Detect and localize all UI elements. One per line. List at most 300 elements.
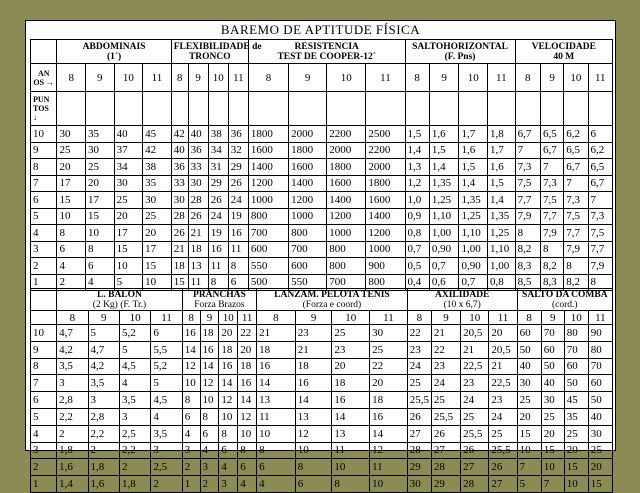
score-cell: 14 <box>295 392 332 409</box>
score-cell: 34 <box>114 159 143 176</box>
score-cell: 40 <box>114 126 143 143</box>
score-cell: 8 <box>564 258 588 275</box>
score-cell: 10 <box>517 442 541 459</box>
score-cell: 26 <box>407 408 431 425</box>
score-cell: 3,5 <box>151 425 182 442</box>
score-cell: 22 <box>238 325 257 342</box>
score-cell: 2,8 <box>88 408 119 425</box>
score-cell: 7 <box>540 159 563 176</box>
score-cell: 2200 <box>366 142 405 159</box>
score-cell: 3 <box>219 476 238 493</box>
score-cell: 600 <box>248 241 288 258</box>
top-age-cell: 9 <box>429 64 459 92</box>
score-cell: 30 <box>517 375 541 392</box>
score-cell: 1200 <box>289 192 327 209</box>
score-cell: 6,7 <box>588 175 612 192</box>
score-cell: 800 <box>327 258 366 275</box>
score-cell: 12 <box>200 375 219 392</box>
score-cell: 22,5 <box>461 358 489 375</box>
score-cell: 700 <box>289 241 327 258</box>
score-cell: 20 <box>489 325 517 342</box>
score-row <box>31 142 613 159</box>
score-cell: 3,5 <box>88 375 119 392</box>
score-cell: 28 <box>188 192 208 209</box>
score-cell: 15 <box>143 258 172 275</box>
score-cell: 10 <box>86 225 115 242</box>
score-cell: 14 <box>332 408 370 425</box>
score-row <box>31 175 613 192</box>
points-cell: 5 <box>31 408 57 425</box>
score-cell: 1200 <box>248 175 288 192</box>
score-cell: 18 <box>188 241 208 258</box>
score-cell: 17 <box>86 192 115 209</box>
top-points-label-row <box>31 92 613 126</box>
bottom-age-cell: 9 <box>431 311 460 325</box>
score-cell: 29 <box>407 459 431 476</box>
points-cell: 1 <box>31 274 57 291</box>
score-cell: 15 <box>517 425 541 442</box>
score-cell: 8 <box>332 476 370 493</box>
empty-cell <box>228 92 248 126</box>
score-cell: 7,5 <box>515 175 540 192</box>
score-cell: 16 <box>370 408 408 425</box>
score-cell: 50 <box>517 341 541 358</box>
score-cell: 1600 <box>327 175 366 192</box>
bottom-age-cell: 11 <box>370 311 408 325</box>
score-cell: 8 <box>200 408 219 425</box>
score-cell: 8 <box>515 225 540 242</box>
score-cell: 3 <box>151 442 182 459</box>
score-cell: 1,4 <box>488 192 516 209</box>
score-cell: 1,0 <box>405 192 429 209</box>
empty-cell <box>86 92 115 126</box>
score-cell: 1600 <box>248 142 288 159</box>
group-header-horizontal-jump: SALTOHORIZONTAL (F. Pns) <box>405 40 515 64</box>
score-cell: 25 <box>541 408 564 425</box>
score-cell: 32 <box>228 142 248 159</box>
corner-cell <box>31 40 57 64</box>
score-cell: 3,5 <box>57 358 88 375</box>
score-cell: 1,35 <box>429 175 459 192</box>
score-cell: 24 <box>228 192 248 209</box>
group-header-jump-rope: SALTO DA COMBA (cord.) <box>517 289 612 311</box>
score-cell: 8 <box>295 459 332 476</box>
score-cell: 900 <box>366 258 405 275</box>
empty-cell <box>171 92 188 126</box>
score-cell: 23 <box>489 392 517 409</box>
score-cell: 3 <box>57 375 88 392</box>
score-cell: 20 <box>541 425 564 442</box>
score-cell: 28 <box>171 208 188 225</box>
score-cell: 10 <box>332 459 370 476</box>
score-cell: 7,9 <box>564 241 588 258</box>
score-cell: 1,5 <box>488 175 516 192</box>
score-cell: 0,6 <box>429 274 459 291</box>
score-cell: 70 <box>588 358 612 375</box>
score-cell: 6 <box>86 258 115 275</box>
points-cell: 9 <box>31 341 57 358</box>
score-cell: 25 <box>461 408 489 425</box>
score-row <box>31 258 613 275</box>
score-cell: 800 <box>327 241 366 258</box>
score-cell: 14 <box>238 392 257 409</box>
score-row <box>31 358 613 375</box>
score-cell: 20 <box>238 341 257 358</box>
group-header-resistance: RESISTENCIA TEST DE COOPER-12´ <box>248 40 405 64</box>
score-cell: 1,10 <box>459 225 488 242</box>
bottom-age-cell: 8 <box>57 311 88 325</box>
score-cell: 14 <box>219 375 238 392</box>
score-cell: 1,8 <box>57 442 88 459</box>
score-cell: 16 <box>228 225 248 242</box>
score-cell: 40 <box>517 358 541 375</box>
bottom-age-cell: 8 <box>257 311 296 325</box>
score-cell: 7,5 <box>564 208 588 225</box>
top-age-cell: 10 <box>114 64 143 92</box>
empty-cell <box>564 92 588 126</box>
score-cell: 40 <box>541 375 564 392</box>
score-cell: 1600 <box>289 159 327 176</box>
points-cell: 7 <box>31 175 57 192</box>
bottom-age-cell: 8 <box>182 311 200 325</box>
empty-cell <box>114 92 143 126</box>
score-row <box>31 442 613 459</box>
score-cell: 2 <box>182 459 200 476</box>
score-cell: 18 <box>200 325 219 342</box>
score-cell: 4 <box>86 274 115 291</box>
score-cell: 13 <box>295 408 332 425</box>
score-cell: 21 <box>171 241 188 258</box>
score-cell: 6,5 <box>588 159 612 176</box>
score-cell: 8,2 <box>540 258 563 275</box>
score-cell: 7 <box>541 476 564 493</box>
score-cell: 16 <box>208 241 228 258</box>
score-cell: 18 <box>370 392 408 409</box>
score-cell: 2 <box>88 442 119 459</box>
score-cell: 25 <box>332 325 370 342</box>
bottom-age-cell: 11 <box>588 311 612 325</box>
empty-cell <box>540 92 563 126</box>
score-cell: 6,7 <box>540 142 563 159</box>
group-header-abdominals: ABDOMINAIS (1´) <box>57 40 171 64</box>
score-cell: 4 <box>182 425 200 442</box>
score-cell: 30 <box>57 126 86 143</box>
score-cell: 4,5 <box>119 358 150 375</box>
score-cell: 1000 <box>366 241 405 258</box>
score-row <box>31 126 613 143</box>
score-cell: 1,4 <box>57 476 88 493</box>
score-cell: 15 <box>114 241 143 258</box>
score-row <box>31 325 613 342</box>
points-cell: 6 <box>31 392 57 409</box>
score-cell: 2 <box>151 476 182 493</box>
points-cell: 4 <box>31 225 57 242</box>
score-row <box>31 392 613 409</box>
score-cell: 8 <box>182 392 200 409</box>
top-age-cell: 10 <box>564 64 588 92</box>
score-cell: 1,6 <box>488 159 516 176</box>
score-cell: 36 <box>188 142 208 159</box>
score-cell: 7,3 <box>540 175 563 192</box>
score-cell: 29 <box>208 175 228 192</box>
score-cell: 5 <box>119 341 150 358</box>
score-row <box>31 476 613 493</box>
score-cell: 15 <box>564 459 588 476</box>
empty-cell <box>57 92 86 126</box>
score-cell: 42 <box>171 126 188 143</box>
score-cell: 16 <box>238 375 257 392</box>
score-cell: 4 <box>151 408 182 425</box>
score-cell: 550 <box>289 274 327 291</box>
score-cell: 5 <box>88 325 119 342</box>
score-cell: 6 <box>182 408 200 425</box>
score-cell: 8 <box>228 258 248 275</box>
top-age-cell: 11 <box>366 64 405 92</box>
score-cell: 6 <box>238 459 257 476</box>
score-cell: 30 <box>188 175 208 192</box>
score-cell: 7,7 <box>564 225 588 242</box>
score-cell: 4,2 <box>57 341 88 358</box>
score-cell: 10 <box>182 375 200 392</box>
top-age-cell: 9 <box>86 64 115 92</box>
score-cell: 12 <box>295 425 332 442</box>
empty-cell <box>143 92 172 126</box>
score-cell: 1,5 <box>405 126 429 143</box>
score-cell: 12 <box>370 442 408 459</box>
points-cell: 3 <box>31 241 57 258</box>
bottom-age-cell: 10 <box>219 311 238 325</box>
score-cell: 30 <box>143 192 172 209</box>
score-cell: 25 <box>588 442 612 459</box>
score-row <box>31 459 613 476</box>
score-cell: 18 <box>257 341 296 358</box>
score-cell: 50 <box>541 358 564 375</box>
score-cell: 50 <box>588 392 612 409</box>
points-cell: 4 <box>31 425 57 442</box>
score-cell: 26 <box>171 225 188 242</box>
bottom-age-cell: 9 <box>88 311 119 325</box>
top-age-cell: 11 <box>488 64 516 92</box>
group-header-speed: VELOCIDADE 40 M <box>515 40 612 64</box>
score-cell: 80 <box>588 341 612 358</box>
score-cell: 1,8 <box>488 126 516 143</box>
top-age-cell: 11 <box>143 64 172 92</box>
score-cell: 6,5 <box>540 126 563 143</box>
empty-cell <box>327 92 366 126</box>
top-age-cell: 9 <box>289 64 327 92</box>
score-cell: 23 <box>332 341 370 358</box>
score-cell: 2000 <box>289 126 327 143</box>
points-cell: 10 <box>31 126 57 143</box>
score-row <box>31 225 613 242</box>
score-cell: 60 <box>517 325 541 342</box>
sheet-title: BAREMO DE APTITUDE FÍSICA <box>220 22 421 37</box>
score-cell: 1400 <box>366 208 405 225</box>
score-cell: 90 <box>588 325 612 342</box>
score-cell: 28 <box>407 442 431 459</box>
points-cell: 8 <box>31 159 57 176</box>
score-cell: 18 <box>332 375 370 392</box>
score-cell: 25,5 <box>431 408 460 425</box>
points-cell: 9 <box>31 142 57 159</box>
score-cell: 33 <box>188 159 208 176</box>
score-row <box>31 208 613 225</box>
score-cell: 1000 <box>327 225 366 242</box>
score-cell: 2000 <box>327 142 366 159</box>
bottom-age-cell: 10 <box>564 311 588 325</box>
score-cell: 1,25 <box>459 208 488 225</box>
score-cell: 25 <box>431 392 460 409</box>
score-row <box>31 241 613 258</box>
score-cell: 2,8 <box>57 392 88 409</box>
score-cell: 2 <box>57 425 88 442</box>
score-cell: 1000 <box>248 192 288 209</box>
score-cell: 14 <box>200 358 219 375</box>
score-cell: 2,5 <box>151 459 182 476</box>
score-cell: 27 <box>407 425 431 442</box>
score-cell: 1,10 <box>488 241 516 258</box>
score-cell: 6,7 <box>564 159 588 176</box>
score-cell: 24 <box>407 358 431 375</box>
score-cell: 800 <box>289 225 327 242</box>
score-cell: 0,7 <box>459 274 488 291</box>
score-cell: 11 <box>188 274 208 291</box>
score-cell: 4 <box>219 459 238 476</box>
score-cell: 16 <box>200 341 219 358</box>
score-cell: 6 <box>228 274 248 291</box>
score-cell: 60 <box>564 358 588 375</box>
score-cell: 27 <box>489 476 517 493</box>
score-cell: 3 <box>200 459 219 476</box>
score-cell: 1,7 <box>459 126 488 143</box>
score-cell: 3 <box>88 392 119 409</box>
score-cell: 30 <box>588 425 612 442</box>
score-cell: 28 <box>431 459 460 476</box>
age-label: AN OS → <box>31 64 57 92</box>
empty-cell <box>208 92 228 126</box>
score-cell: 13 <box>257 392 296 409</box>
score-cell: 21 <box>431 325 460 342</box>
score-cell: 7,5 <box>540 192 563 209</box>
score-cell: 1800 <box>289 142 327 159</box>
score-cell: 0,8 <box>488 274 516 291</box>
score-cell: 1,6 <box>459 142 488 159</box>
score-cell: 6,7 <box>515 126 540 143</box>
score-cell: 40 <box>588 408 612 425</box>
score-cell: 1,2 <box>405 175 429 192</box>
score-cell: 20 <box>517 408 541 425</box>
score-cell: 0,7 <box>429 258 459 275</box>
group-header-agility: AXILIDADE (10 x 6,7) <box>407 289 517 311</box>
empty-cell <box>366 92 405 126</box>
score-cell: 17 <box>114 225 143 242</box>
score-cell: 13 <box>332 425 370 442</box>
score-cell: 22 <box>370 358 408 375</box>
score-cell: 1800 <box>366 175 405 192</box>
score-cell: 8,5 <box>515 274 540 291</box>
score-cell: 20 <box>219 325 238 342</box>
bottom-group-header-row <box>31 289 613 311</box>
score-cell: 42 <box>143 142 172 159</box>
empty-cell <box>289 92 327 126</box>
fitness-scale-sheet <box>25 20 616 491</box>
score-cell: 19 <box>228 208 248 225</box>
score-cell: 15 <box>588 476 612 493</box>
score-cell: 4,2 <box>88 358 119 375</box>
score-cell: 1,35 <box>459 192 488 209</box>
score-cell: 33 <box>171 175 188 192</box>
score-cell: 11 <box>228 241 248 258</box>
score-cell: 34 <box>208 142 228 159</box>
score-cell: 5 <box>114 274 143 291</box>
bottom-age-cell: 11 <box>238 311 257 325</box>
score-cell: 10 <box>541 459 564 476</box>
top-age-cell: 8 <box>248 64 288 92</box>
score-cell: 16 <box>332 392 370 409</box>
bottom-age-row <box>31 311 613 325</box>
bottom-age-cell: 8 <box>517 311 541 325</box>
score-cell: 10 <box>114 258 143 275</box>
score-cell: 30 <box>114 175 143 192</box>
score-cell: 4,7 <box>57 325 88 342</box>
bottom-age-cell: 11 <box>489 311 517 325</box>
score-row <box>31 408 613 425</box>
score-cell: 5,2 <box>151 358 182 375</box>
score-cell: 20 <box>370 375 408 392</box>
score-cell: 7 <box>517 459 541 476</box>
score-cell: 31 <box>208 159 228 176</box>
score-cell: 4 <box>200 442 219 459</box>
score-cell: 8 <box>257 442 296 459</box>
score-cell: 700 <box>248 225 288 242</box>
score-cell: 8,3 <box>515 258 540 275</box>
score-row <box>31 192 613 209</box>
score-cell: 7,7 <box>515 192 540 209</box>
score-row <box>31 341 613 358</box>
score-cell: 8 <box>86 241 115 258</box>
score-cell: 800 <box>248 208 288 225</box>
score-cell: 45 <box>143 126 172 143</box>
score-cell: 1,00 <box>459 241 488 258</box>
score-cell: 600 <box>289 258 327 275</box>
top-age-cell: 8 <box>171 64 188 92</box>
bottom-age-cell: 9 <box>541 311 564 325</box>
score-cell: 70 <box>541 325 564 342</box>
score-cell: 40 <box>171 142 188 159</box>
score-cell: 25 <box>143 208 172 225</box>
score-cell: 19 <box>208 225 228 242</box>
score-cell: 25 <box>517 392 541 409</box>
top-age-cell: 9 <box>188 64 208 92</box>
bottom-age-cell: 9 <box>200 311 219 325</box>
score-cell: 1,7 <box>488 142 516 159</box>
score-cell: 1,35 <box>488 208 516 225</box>
score-cell: 45 <box>564 392 588 409</box>
score-cell: 12 <box>238 408 257 425</box>
score-cell: 7 <box>515 142 540 159</box>
score-cell: 25,5 <box>461 425 489 442</box>
score-cell: 50 <box>564 375 588 392</box>
score-cell: 4,5 <box>151 392 182 409</box>
score-cell: 25,5 <box>489 442 517 459</box>
top-age-cell: 10 <box>459 64 488 92</box>
score-cell: 5,5 <box>151 341 182 358</box>
score-cell: 6 <box>257 459 296 476</box>
corner-cell <box>31 289 57 311</box>
score-cell: 25 <box>86 159 115 176</box>
score-cell: 1,00 <box>429 225 459 242</box>
score-cell: 1800 <box>327 159 366 176</box>
